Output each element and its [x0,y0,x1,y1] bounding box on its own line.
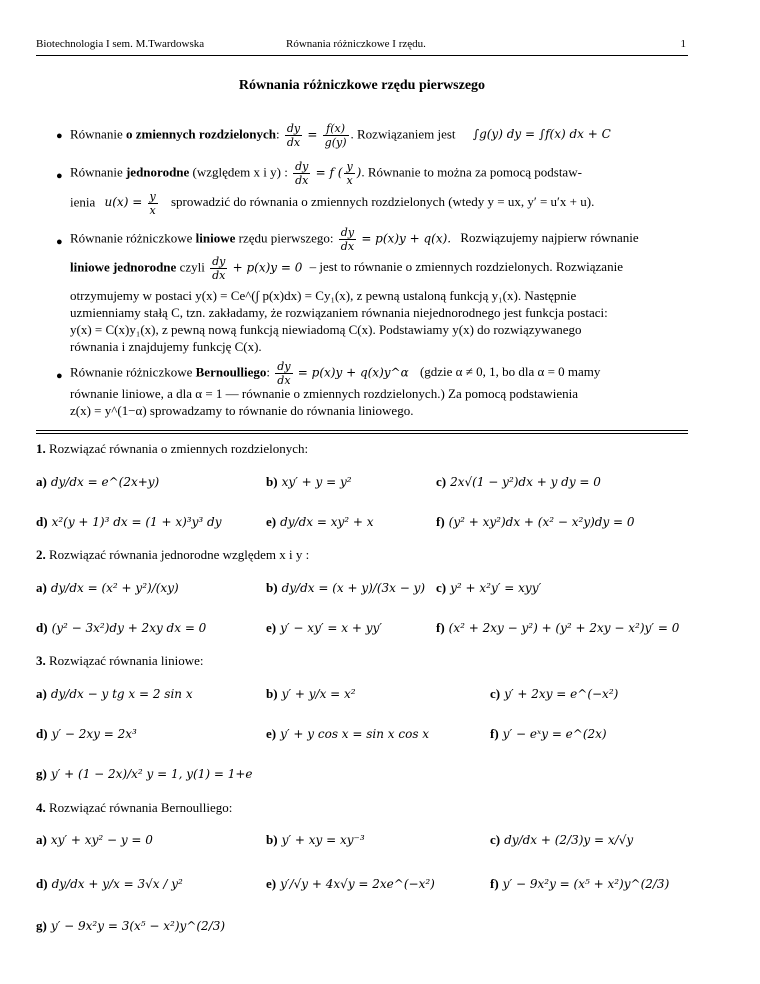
exercise-4c [490,832,633,848]
homogeneous-close: ) [356,165,362,180]
bernoulli-lead: Równanie różniczkowe [70,364,193,380]
homogeneous-eq: = f ( [315,165,343,180]
separable-lhs-fraction [285,122,302,149]
running-header [36,38,686,54]
section-number: 1. [36,441,46,456]
theory-linear-line3: otrzymujemy w postaci y(x) = Ce^(∫ p(x)dx) = Cy₁(x), z pewną ustaloną funkcją y₁(x). Następnie [70,288,577,303]
bullet-icon: ● [56,370,63,382]
exercise-equation: dy/dx − y tg x = 2 sin x [50,687,193,701]
exercise-4a [36,832,153,848]
exercise-equation: (x² + 2xy − y²) + (y² + 2xy − x²)y′ = 0 [448,621,680,635]
exercise-1a [36,474,159,490]
divider-rule [36,433,688,434]
exercise-label: a) [36,832,47,847]
separable-bold: o zmiennych rozdzielonych [125,126,276,142]
frac-den: x [149,204,156,217]
exercise-equation: y′/√y + 4x√y = 2xe^(−x²) [280,877,435,891]
section-text: Rozwiązać równania Bernoulliego: [49,800,233,815]
linear-bold: liniowe [195,230,236,246]
theory-homogeneous-line2 [70,190,594,220]
exercise-4e [266,876,435,892]
theory-linear-line4: uzmienniamy stałą C, tzn. zakładamy, że rozwiązaniem równania niejednorodnego jest funkcja postaci: [70,305,608,320]
exercise-equation: dy/dx + (2/3)y = x/√y [504,833,634,847]
theory-bernoulli-line3: z(x) = y^(1−α) sprowadzamy to równanie do równania liniowego. [70,403,414,418]
separable-rhs-fraction [323,122,349,149]
frac-den: x [346,174,353,187]
exercise-label: c) [436,474,447,489]
homogeneous-lead: Równanie [70,164,123,180]
separable-eq: = [307,127,318,142]
exercise-label: g) [36,766,47,781]
exercise-label: f) [436,620,445,635]
exercise-equation: y′ − xy′ = x + yy′ [280,621,382,635]
exercise-equation: (y² − 3x²)dy + 2xy dx = 0 [51,621,207,635]
exercise-equation: y′ − 9x²y = (x⁵ + x²)y^(2/3) [502,877,670,891]
exercise-label: a) [36,474,47,489]
exercise-equation: dy/dx = e^(2x+y) [50,475,160,489]
homogeneous-bold: jednorodne [125,164,190,180]
exercise-4b [266,832,365,848]
exercise-label: e) [266,620,277,635]
frac-den: dx [340,240,355,253]
homogeneous-sub-fraction [148,190,158,217]
exercise-equation: dy/dx = (x + y)/(3x − y) [281,581,426,595]
exercise-equation: y′ + (1 − 2x)/x² y = 1, y(1) = 1+e [50,767,253,781]
frac-den: dx [212,269,226,282]
theory-linear-line2 [70,255,623,285]
homogeneous-line2a: ienia [70,194,96,210]
exercise-label: b) [266,832,278,847]
header-topic: Równania różniczkowe I rzędu. [286,38,426,50]
section-text: Rozwiązać równania o zmiennych rozdzielonych: [49,441,309,456]
exercise-3a [36,686,193,702]
exercise-label: e) [266,514,277,529]
homogeneous-mid: (względem x i y) : [192,164,288,180]
section-3-heading [36,653,204,669]
exercise-1b [266,474,352,490]
exercise-label: c) [490,832,501,847]
theory-linear [70,226,639,256]
exercise-1f [436,514,635,530]
exercise-label: b) [266,580,278,595]
divider-rule [36,430,688,431]
exercise-equation: y′ + y cos x = sin x cos x [280,727,430,741]
homogeneous-line2c: sprowadzić do równania o zmiennych rozdzielonych (wtedy y = ux, y′ = u′x + u). [170,194,595,210]
section-number: 2. [36,547,46,562]
frac-num: dy [277,360,291,373]
bernoulli-eq: = p(x)y + q(x)y^α [297,365,409,380]
exercise-label: e) [266,876,277,891]
homogeneous-after: . Równanie to można za pomocą podstaw- [361,164,582,180]
linear-eq: = p(x)y + q(x). [361,231,452,246]
exercise-equation: y′ + 2xy = e^(−x²) [504,687,619,701]
exercise-equation: (y² + xy²)dx + (x² − x²y)dy = 0 [448,515,635,529]
linear-line2-bold: liniowe jednorodne [70,259,177,275]
separable-solution: ∫g(y) dy = ∫f(x) dx + C [472,127,611,142]
exercise-3d [36,726,137,742]
homogeneous-arg-fraction [344,160,354,187]
section-text: Rozwiązać równania jednorodne względem x i y : [49,547,310,562]
exercise-equation: 2x√(1 − y²)dx + y dy = 0 [450,475,601,489]
bernoulli-bold: Bernoulliego [195,364,267,380]
homogeneous-line2b: u(x) = [104,195,143,210]
linear-line2a: czyli [179,259,205,275]
frac-num: dy [212,255,226,268]
exercise-label: d) [36,514,48,529]
linear-lead: Równanie różniczkowe [70,230,193,246]
frac-num: dy [286,122,301,135]
exercise-3f [490,726,607,742]
header-rule [36,55,688,56]
frac-num: dy [295,160,309,173]
theory-homogeneous [70,160,582,190]
separable-after: . Rozwiązaniem jest [350,126,456,142]
exercise-label: d) [36,620,48,635]
exercise-label: f) [436,514,445,529]
section-1-heading [36,441,308,457]
exercise-3g [36,766,253,782]
separable-colon: : [275,126,280,142]
exercise-equation: y′ + y/x = x² [281,687,356,701]
linear-line2b: – jest to równanie o zmiennych rozdzielonych. Rozwiązanie [309,259,623,275]
frac-den: dx [286,136,301,149]
exercise-equation: y′ − 9x²y = 3(x⁵ − x²)y^(2/3) [50,919,226,933]
exercise-equation: y′ − eˣy = e^(2x) [502,727,607,741]
linear-line2-eq: + p(x)y = 0 [232,260,303,275]
theory-separable [70,122,611,152]
exercise-2f [436,620,679,636]
exercise-label: c) [436,580,447,595]
exercise-4f [490,876,669,892]
exercise-4d [36,876,183,892]
theory-linear-line5: y(x) = C(x)y₁(x), z pewną nową funkcją niewiadomą C(x). Podstawiamy y(x) do rozwiązywanego [70,322,582,337]
frac-num: f(x) [323,122,349,136]
exercise-3e [266,726,429,742]
bullet-icon: ● [56,236,63,248]
exercise-equation: dy/dx + y/x = 3√x / y² [51,877,183,891]
section-text: Rozwiązać równania liniowe: [49,653,204,668]
frac-num: y [346,160,353,173]
exercise-2e [266,620,382,636]
frac-num: y [149,190,156,203]
theory-linear-line6: równania i znajdujemy funkcję C(x). [70,339,262,354]
exercise-3c [490,686,618,702]
section-number: 3. [36,653,46,668]
exercise-label: g) [36,918,47,933]
header-course: Biotechnologia I sem. M.Twardowska [36,38,205,50]
exercise-3b [266,686,356,702]
exercise-equation: dy/dx = (x² + y²)/(xy) [50,581,179,595]
exercise-equation: dy/dx = xy² + x [280,515,374,529]
exercise-equation: xy′ + y = y² [281,475,352,489]
bullet-icon: ● [56,170,63,182]
bullet-icon: ● [56,130,63,142]
page-number: 1 [680,38,686,50]
section-2-heading [36,547,309,563]
frac-den: dx [277,374,291,387]
exercise-equation: y′ + xy = xy⁻³ [281,833,365,847]
linear-hom-fraction [210,255,227,282]
theory-block [36,112,688,422]
exercise-2c [436,580,541,596]
bernoulli-lhs-fraction [275,360,292,387]
bernoulli-colon: : [266,364,271,380]
separable-lead: Równanie [70,126,123,142]
bernoulli-after: (gdzie α ≠ 0, 1, bo dla α = 0 mamy [419,364,601,380]
frac-den: dx [295,174,309,187]
frac-num: dy [340,226,355,239]
exercise-1e [266,514,374,530]
exercise-label: f) [490,726,499,741]
frac-den: g(y) [324,136,347,149]
exercise-label: c) [490,686,501,701]
page-title: Równania różniczkowe rzędu pierwszego [238,78,486,93]
exercise-2b [266,580,425,596]
exercise-label: a) [36,686,47,701]
homogeneous-lhs-fraction [293,160,310,187]
exercise-equation: x²(y + 1)³ dx = (1 + x)³y³ dy [51,515,222,529]
exercise-equation: y′ − 2xy = 2x³ [51,727,137,741]
exercise-2d [36,620,206,636]
theory-bernoulli-line2: równanie liniowe, a dla α = 1 — równanie o zmiennych rozdzielonych.) Za pomocą podstawienia [70,386,578,401]
exercise-4g [36,918,225,934]
exercise-2a [36,580,179,596]
exercise-label: d) [36,726,48,741]
exercise-1c [436,474,601,490]
exercise-1d [36,514,221,530]
exercise-label: f) [490,876,499,891]
exercise-label: b) [266,474,278,489]
exercise-equation: y² + x²y′ = xyy′ [450,581,542,595]
exercise-label: a) [36,580,47,595]
linear-mid: rzędu pierwszego: [238,230,334,246]
linear-lhs-fraction [339,226,356,253]
linear-after: Rozwiązujemy najpierw równanie [460,230,639,246]
section-number: 4. [36,800,46,815]
exercise-equation: xy′ + xy² − y = 0 [50,833,153,847]
exercise-label: b) [266,686,278,701]
exercise-label: e) [266,726,277,741]
section-4-heading [36,800,232,816]
exercise-label: d) [36,876,48,891]
